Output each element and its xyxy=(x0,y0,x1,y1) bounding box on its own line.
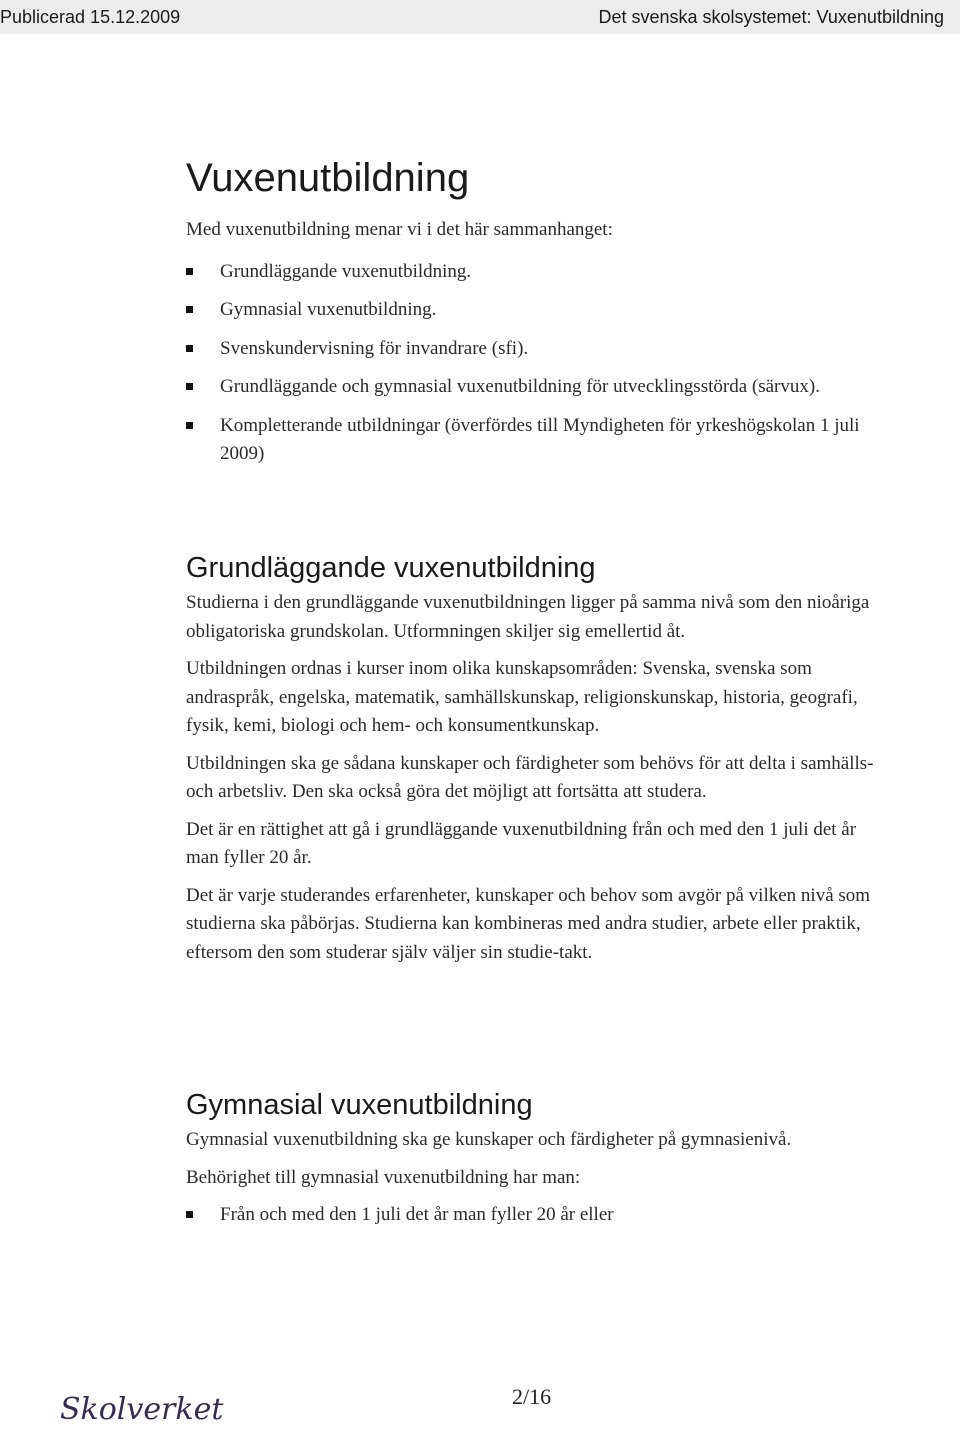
list-item xyxy=(186,335,891,364)
square-bullet-icon xyxy=(186,345,193,352)
page-number: 2/16 xyxy=(512,1384,552,1409)
list-item-text: Kompletterande utbildningar (överfördes till Myndigheten för yrkeshögskolan 1 juli 2009) xyxy=(220,414,860,464)
list-item xyxy=(186,1201,891,1230)
paragraph: Det är varje studerandes erfarenheter, kunskaper och behov som avgör på vilken nivå som studierna ska påbörjas. Studierna kan kombineras med andra studier, arbete eller praktik, eftersom den som studerar själv väljer sin studie-takt. xyxy=(186,884,871,963)
intro-paragraph: Med vuxenutbildning menar vi i det här sammanhanget: xyxy=(186,219,613,240)
list-item xyxy=(186,296,891,325)
square-bullet-icon xyxy=(186,1211,193,1218)
publish-date: Publicerad 15.12.2009 xyxy=(0,7,181,27)
section-heading-grundlaggande: Grundläggande vuxenutbildning xyxy=(186,552,596,584)
paragraph: Det är en rättighet att gå i grundläggande vuxenutbildning från och med den 1 juli det år man fyller 20 år. xyxy=(186,818,857,868)
paragraph: Utbildningen ordnas i kurser inom olika kunskapsområden: Svenska, svenska som andraspråk, engelska, matematik, samhällskunskap, religionskunskap, historia, geografi, fysik, kemi, biologi och hem- och konsumentkunskap. xyxy=(186,658,858,736)
list-item-text: Svenskundervisning för invandrare (sfi). xyxy=(220,337,529,359)
document-title-header: Det svenska skolsystemet: Vuxenutbildning xyxy=(598,7,944,27)
paragraph: Gymnasial vuxenutbildning ska ge kunskaper och färdigheter på gymnasienivå. xyxy=(186,1129,792,1150)
paragraph: Studierna i den grundläggande vuxenutbildningen ligger på samma nivå som den nioåriga obligatoriska grundskolan. Utformningen skiljer sig emellertid åt. xyxy=(186,592,870,642)
list-item xyxy=(186,258,891,287)
section-heading-gymnasial: Gymnasial vuxenutbildning xyxy=(186,1089,533,1121)
list-item xyxy=(186,412,891,469)
intro-section xyxy=(186,150,891,479)
list-item-text: Från och med den 1 juli det år man fyller 20 år eller xyxy=(220,1204,614,1225)
paragraph: Behörighet till gymnasial vuxenutbildning har man: xyxy=(186,1166,581,1188)
paragraph: Utbildningen ska ge sådana kunskaper och färdigheter som behövs för att delta i samhälls- och arbetsliv. Den ska också göra det möjligt att fortsätta att studera. xyxy=(186,752,874,802)
grundlaggande-section xyxy=(186,549,891,976)
square-bullet-icon xyxy=(186,422,193,429)
intro-bullet-list xyxy=(186,258,891,469)
gymnasial-bullet-list xyxy=(186,1201,891,1230)
square-bullet-icon xyxy=(186,306,193,313)
list-item-text: Grundläggande och gymnasial vuxenutbildning för utvecklingsstörda (särvux). xyxy=(220,376,820,397)
list-item-text: Gymnasial vuxenutbildning. xyxy=(220,299,437,320)
square-bullet-icon xyxy=(186,383,193,390)
square-bullet-icon xyxy=(186,268,193,275)
list-item xyxy=(186,373,891,402)
gymnasial-section xyxy=(186,1086,891,1240)
skolverket-logo: Skolverket xyxy=(60,1392,224,1427)
page-header xyxy=(0,0,960,34)
page-title: Vuxenutbildning xyxy=(186,156,470,200)
list-item-text: Grundläggande vuxenutbildning. xyxy=(220,260,472,282)
